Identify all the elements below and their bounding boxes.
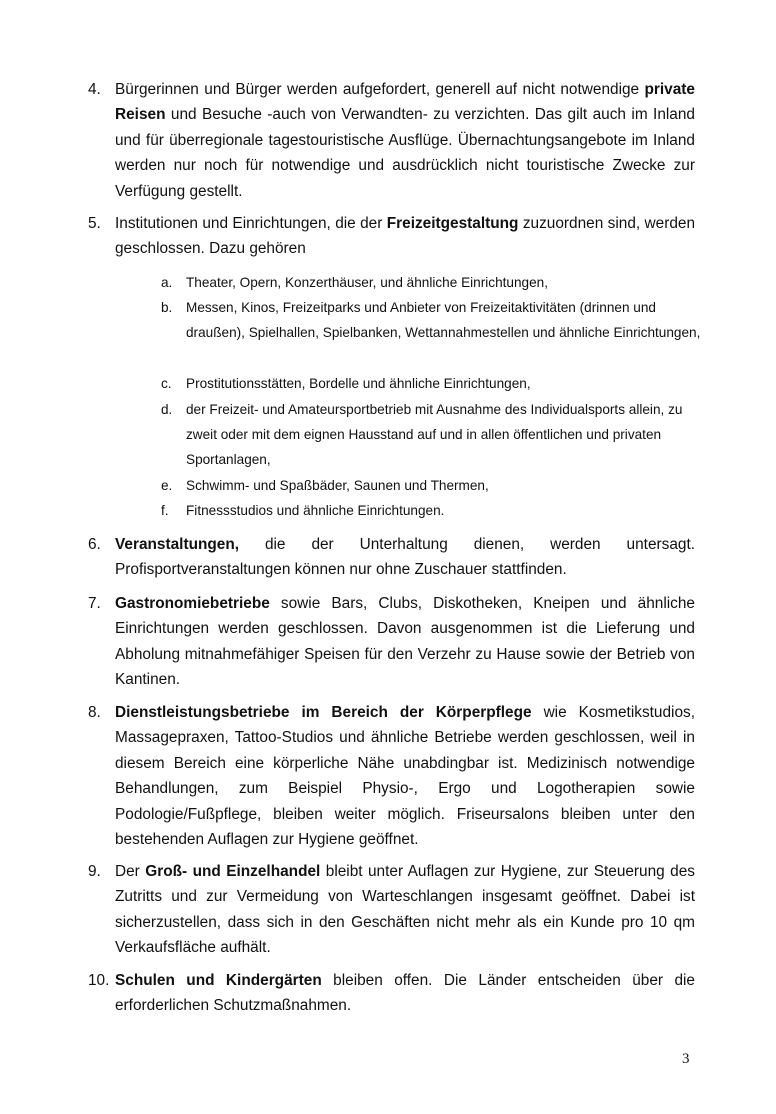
item-number: 7.	[88, 595, 101, 612]
sub-item-letter: d.	[161, 402, 173, 417]
item-text: Schulen und Kindergärten bleiben offen. Die Länder entscheiden über die erforderlichen Schutzmaßnahmen.	[115, 972, 695, 1015]
list-item-9	[88, 859, 695, 961]
emphasis: private Reisen	[115, 81, 695, 124]
sub-item-letter: a.	[161, 275, 173, 290]
sub-item-f	[161, 498, 701, 523]
sub-item-text: Fitnessstudios und ähnliche Einrichtungen.	[186, 503, 445, 518]
list-item-4	[88, 77, 695, 204]
list-item-7	[88, 591, 695, 693]
item-number: 4.	[88, 81, 101, 98]
list-item-6	[88, 532, 695, 583]
sub-item-letter: b.	[161, 300, 173, 315]
sub-item-text: Theater, Opern, Konzerthäuser, und ähnliche Einrichtungen,	[186, 275, 548, 290]
emphasis: Dienstleistungsbetriebe im Bereich der Körperpflege	[115, 704, 532, 721]
sub-item-d	[161, 397, 701, 473]
item-text: Dienstleistungsbetriebe im Bereich der Körperpflege wie Kosmetikstudios, Massagepraxen, Tattoo-Studios und ähnliche Betriebe werden geschlossen, weil in diesem Bereich eine körperliche Nähe unabdingbar ist. Medizinisch notwendige Behandlungen, zum Beispiel Physio-, Ergo und Logotherapien sowie Podologie/Fußpflege, bleiben weiter möglich. Friseursalons bleiben unter den bestehenden Auflagen zur Hygiene geöffnet.	[115, 704, 695, 849]
list-item-10	[88, 968, 695, 1019]
item-number: 5.	[88, 215, 101, 232]
sub-item-c	[161, 371, 701, 396]
list-item-5	[88, 211, 695, 262]
item-text: Bürgerinnen und Bürger werden aufgefordert, generell auf nicht notwendige private Reisen und Besuche -auch von Verwandten- zu verzichten. Das gilt auch im Inland und für überregionale tagestouristische Ausflüge. Übernachtungsangebote im Inland werden nur noch für notwendige und ausdrücklich nicht touristische Zwecke zur Verfügung gestellt.	[115, 81, 695, 200]
emphasis: Groß- und Einzelhandel	[145, 863, 321, 880]
sub-item-a	[161, 270, 701, 295]
emphasis: Veranstaltungen,	[115, 536, 240, 553]
list-item-8	[88, 700, 695, 852]
item-text: Der Groß- und Einzelhandel bleibt unter Auflagen zur Hygiene, zur Steuerung des Zutritts und zur Vermeidung von Warteschlangen insgesamt geöffnet. Dabei ist sicherzustellen, dass sich in den Geschäften nicht mehr als ein Kunde pro 10 qm Verkaufsfläche aufhält.	[115, 863, 695, 957]
item-number: 10.	[88, 972, 110, 989]
sub-item-b	[161, 295, 701, 345]
item-number: 8.	[88, 704, 101, 721]
emphasis: Gastronomiebetriebe	[115, 595, 270, 612]
sub-item-letter: f.	[161, 503, 169, 518]
item-text: Institutionen und Einrichtungen, die der Freizeitgestaltung zuzuordnen sind, werden geschlossen. Dazu gehören	[115, 215, 696, 258]
sub-item-e	[161, 473, 701, 498]
emphasis: Freizeitgestaltung	[386, 215, 519, 232]
sub-item-text: Schwimm- und Spaßbäder, Saunen und Thermen,	[186, 478, 489, 493]
sub-item-text: Messen, Kinos, Freizeitparks und Anbieter von Freizeitaktivitäten (drinnen und draußen), Spielhallen, Spielbanken, Wettannahmestellen und ähnliche Einrichtungen,	[186, 300, 701, 341]
emphasis: Schulen und Kindergärten	[115, 972, 322, 989]
sub-item-text: der Freizeit- und Amateursportbetrieb mit Ausnahme des Individualsports allein, zu zweit oder mit dem eignen Hausstand auf und in allen öffentlichen und privaten Sportanlagen,	[186, 402, 683, 468]
sub-item-letter: e.	[161, 478, 173, 493]
item-text: Gastronomiebetriebe sowie Bars, Clubs, Diskotheken, Kneipen und ähnliche Einrichtungen werden geschlossen. Davon ausgenommen ist die Lieferung und Abholung mitnahmefähiger Speisen für den Verzehr zu Hause sowie der Betrieb von Kantinen.	[115, 595, 695, 689]
item-number: 6.	[88, 536, 101, 553]
item-text: Veranstaltungen, die der Unterhaltung dienen, werden untersagt. Profisportveranstaltungen können nur ohne Zuschauer stattfinden.	[115, 536, 695, 579]
sub-item-text: Prostitutionsstätten, Bordelle und ähnliche Einrichtungen,	[186, 376, 531, 391]
item-number: 9.	[88, 863, 101, 880]
page-number: 3	[682, 1051, 690, 1067]
sub-item-letter: c.	[161, 376, 172, 391]
